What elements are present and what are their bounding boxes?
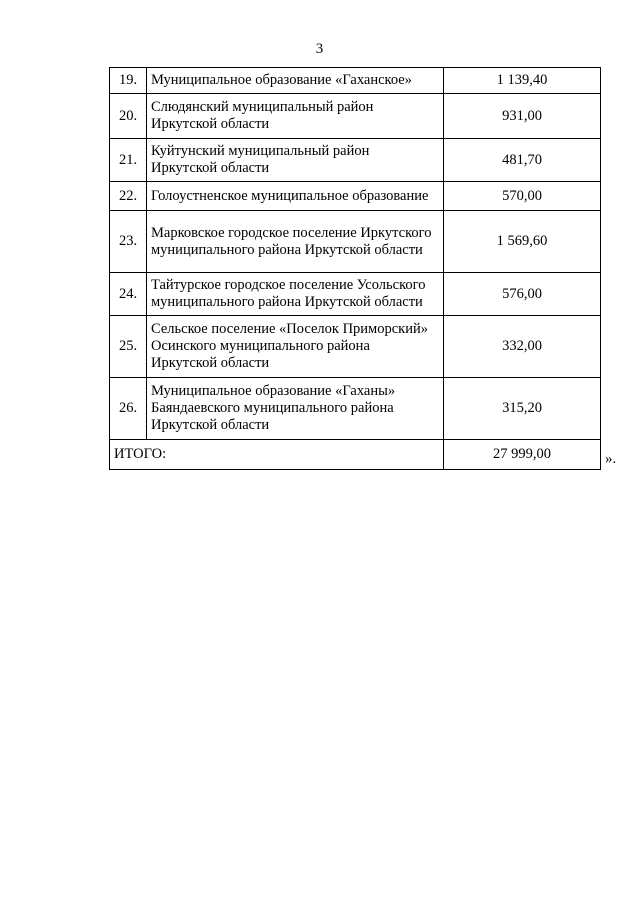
row-number: 22.	[110, 182, 147, 211]
table-row	[110, 139, 601, 182]
municipality-name: Марковское городское поселение Иркутского муниципального района Иркутской области	[147, 211, 444, 273]
row-number: 23.	[110, 211, 147, 273]
row-number: 24.	[110, 273, 147, 316]
row-number: 19.	[110, 68, 147, 94]
table-row	[110, 68, 601, 94]
municipality-name: Муниципальное образование «Гаханы» Баяндаевского муниципального района Иркутской области	[147, 378, 444, 440]
municipality-name: Муниципальное образование «Гаханское»	[147, 68, 444, 94]
total-amount: 27 999,00	[444, 440, 601, 470]
municipality-name: Сельское поселение «Поселок Приморский» Осинского муниципального района Иркутской области	[147, 316, 444, 378]
municipality-name: Куйтунский муниципальный район Иркутской области	[147, 139, 444, 182]
allocation-table	[109, 67, 601, 470]
amount-value: 332,00	[444, 316, 601, 378]
amount-value: 576,00	[444, 273, 601, 316]
row-number: 25.	[110, 316, 147, 378]
amount-value: 315,20	[444, 378, 601, 440]
table-row	[110, 182, 601, 211]
amount-value: 931,00	[444, 94, 601, 139]
table-row	[110, 273, 601, 316]
table-row	[110, 378, 601, 440]
table-row	[110, 316, 601, 378]
amount-value: 1 139,40	[444, 68, 601, 94]
table-row	[110, 211, 601, 273]
municipality-name: Тайтурское городское поселение Усольского муниципального района Иркутской области	[147, 273, 444, 316]
row-number: 20.	[110, 94, 147, 139]
row-number: 26.	[110, 378, 147, 440]
municipality-name: Слюдянский муниципальный район Иркутской области	[147, 94, 444, 139]
municipality-name: Голоустненское муниципальное образование	[147, 182, 444, 211]
table-row	[110, 94, 601, 139]
row-number: 21.	[110, 139, 147, 182]
amount-value: 1 569,60	[444, 211, 601, 273]
total-row	[110, 440, 601, 470]
closing-quote: ».	[605, 451, 617, 467]
page-number: 3	[315, 41, 324, 57]
amount-value: 481,70	[444, 139, 601, 182]
total-label: ИТОГО:	[110, 440, 444, 470]
amount-value: 570,00	[444, 182, 601, 211]
